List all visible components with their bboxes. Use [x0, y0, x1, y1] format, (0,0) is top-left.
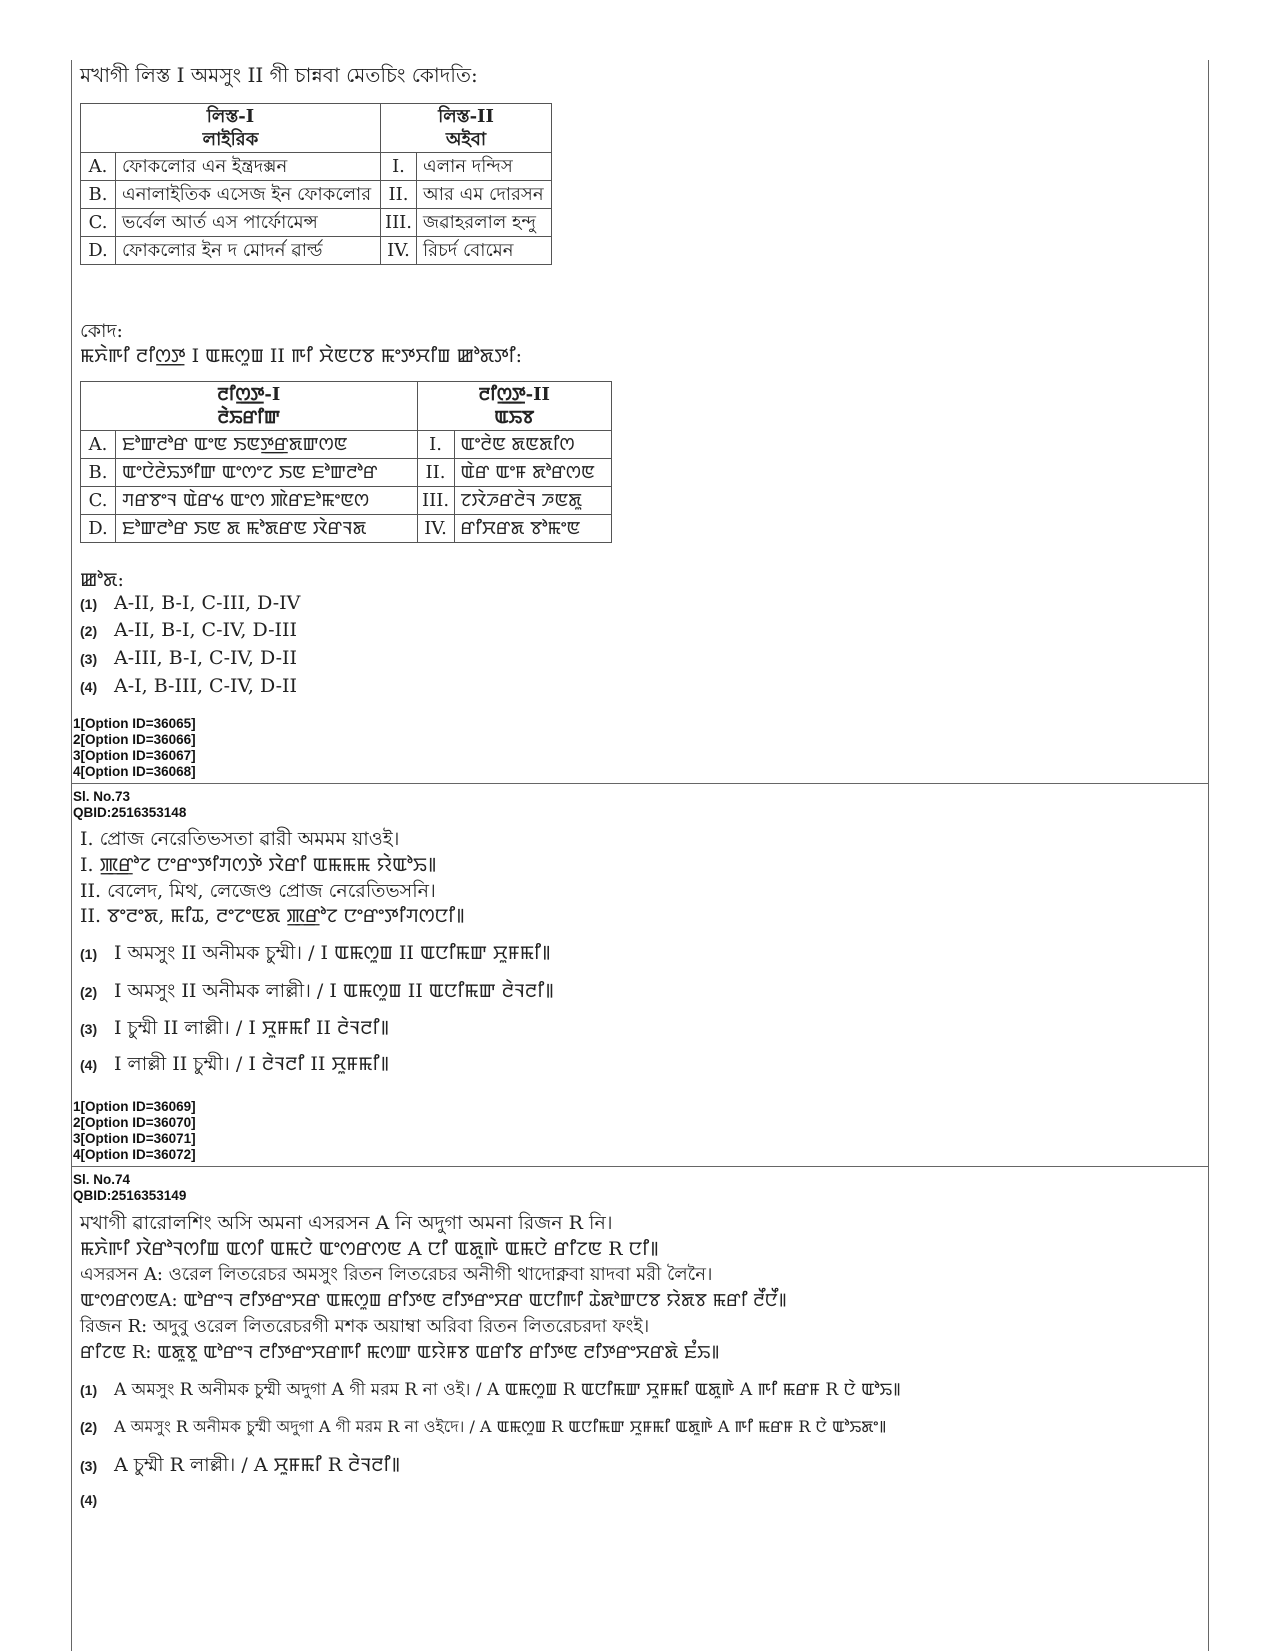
- question-divider: [71, 783, 1208, 784]
- row-value: এনালাইতিক এসেজ ইন ফোকলোর: [116, 181, 381, 209]
- head-left-sub: ꯂꯥꯢꯔꯤꯛ: [217, 407, 280, 428]
- row-value: ফোকলোর ইন দ মোদর্ন ৱার্ল্ড: [116, 237, 381, 265]
- q74-option-3[interactable]: [80, 1452, 400, 1479]
- table-row: [81, 487, 612, 515]
- row-key: D.: [81, 237, 116, 265]
- q73-option-id-4: 4[Option ID=36072]: [73, 1147, 196, 1162]
- table-row: [81, 459, 612, 487]
- table-row: [81, 237, 552, 265]
- option-text: I অমসুং II অনীমক লাল্লী। / I ꯑꯃꯁꯨꯡ II ꯑꯅꯤꯃꯛ ꯂꯥꯜꯂꯤ꯫: [114, 980, 554, 1002]
- q73-option-4[interactable]: [80, 1051, 389, 1078]
- row-right-value: ꯖꯋꯥꯍꯔꯂꯥꯜ ꯍꯟꯗꯨ: [454, 487, 611, 515]
- q72-option-4[interactable]: [80, 673, 297, 700]
- option-number: (2): [80, 984, 98, 1000]
- q73-line-1: I. প্রোজ নেরেতিভসতা ৱারী অমমম য়াওই।: [80, 828, 400, 850]
- q74-line-2: ꯃꯈꯥꯒꯤ ꯋꯥꯔꯣꯜꯁꯤꯡ ꯑꯁꯤ ꯑꯃꯅꯥ ꯑꯦꯁꯔꯁꯟ A ꯅꯤ ꯑꯗꯨꯒꯥ ꯑꯃꯅꯥ ꯔꯤꯖꯟ R ꯅꯤ꯫: [80, 1238, 659, 1260]
- option-number: (4): [80, 1492, 98, 1508]
- q74-line-5: রিজন R: অদুবু ওরেল লিতরেচরগী মশক অয়াম্বা অরিবা রিতন লিতরেচরদা ফংই।: [80, 1316, 650, 1337]
- row-right-key: I.: [380, 153, 416, 181]
- row-value: ভর্বেল আর্ত এস পার্ফোমেন্স: [116, 209, 381, 237]
- question-divider: [71, 1166, 1208, 1167]
- row-value: ফোকলোর এন ইন্ত্রদক্সন: [116, 153, 381, 181]
- head-right-title: ꯂꯤꯁ꯭ꯇ-II: [478, 384, 550, 405]
- q72-option-id-2: 2[Option ID=36066]: [73, 732, 196, 747]
- q72-question-bn: মখাগী লিস্ত I অমসুং II গী চান্নবা মেতচিং কোদতি:: [80, 63, 478, 87]
- head-right-sub: অইবা: [445, 129, 487, 150]
- q73-option-id-1: 1[Option ID=36069]: [73, 1099, 196, 1114]
- head-left-sub: লাইরিক: [202, 129, 259, 150]
- row-right-key: II.: [417, 459, 454, 487]
- q74-option-4[interactable]: [80, 1486, 114, 1513]
- q73-line-3: II. বেলেদ, মিথ, লেজেণ্ড প্রোজ নেরেতিভসনি।: [80, 880, 436, 902]
- head-right-title: লিস্ত-II: [438, 106, 494, 127]
- option-text: I চুম্মী II লাল্লী। / I ꯆꯨꯝꯃꯤ II ꯂꯥꯜꯂꯤ꯫: [114, 1017, 390, 1039]
- row-right-key: IV.: [417, 515, 454, 543]
- row-right-value: এলান দন্দিস: [417, 153, 552, 181]
- row-right-value: আর এম দোরসন: [417, 181, 552, 209]
- q72-option-3[interactable]: [80, 645, 297, 672]
- table-head-right: [417, 382, 611, 431]
- q73-sl-no: Sl. No.73: [73, 789, 131, 804]
- q73-line-4: II. ꯕꯦꯂꯦꯗ, ꯃꯤꯊ, ꯂꯦꯖꯦꯟꯗ ꯄ꯭ꯔꯣꯖ ꯅꯦꯔꯦꯇꯤꯚꯁꯅꯤ꯫: [80, 905, 465, 927]
- table-row: [81, 209, 552, 237]
- q72-match-table-mm: [80, 381, 612, 543]
- option-text: A-II, B-I, C-III, D-IV: [114, 592, 301, 614]
- row-right-key: IV.: [380, 237, 416, 265]
- q73-option-2[interactable]: [80, 978, 554, 1005]
- table-row: [81, 431, 612, 459]
- option-text: I লাল্লী II চুম্মী। / I ꯂꯥꯜꯂꯤ II ꯆꯨꯝꯃꯤ꯫: [114, 1053, 390, 1075]
- table-head-right: [380, 104, 551, 153]
- option-text: A অমসুং R অনীমক চুম্মী অদুগা A গী মরম R না ওইদে। / A ꯑꯃꯁꯨꯡ R ꯑꯅꯤꯃꯛ ꯆꯨꯝꯃꯤ ꯑꯗꯨꯒꯥ A ꯒꯤ ꯃꯔꯝ R ꯅꯥ ꯑꯣꯢꯗꯦ꯫: [114, 1417, 887, 1436]
- head-left-title: ꯂꯤꯁ꯭ꯇ-I: [217, 384, 281, 405]
- q72-code-bn: কোদ:: [80, 320, 123, 342]
- q72-option-id-3: 3[Option ID=36067]: [73, 748, 196, 763]
- option-number: (3): [80, 1021, 98, 1037]
- q73-qbid: QBID:2516353148: [73, 805, 187, 820]
- q74-line-6: ꯔꯤꯖꯟ R: ꯑꯗꯨꯕꯨ ꯑꯣꯔꯦꯜ ꯂꯤꯇꯔꯦꯆꯔꯒꯤ ꯃꯁꯛ ꯑꯌꯥꯝꯕ ꯑꯔꯤꯕ ꯔꯤꯇꯟ ꯂꯤꯇꯔꯦꯆꯔꯗꯥ ꯐꯪꯢ꯫: [80, 1342, 720, 1363]
- option-text: A অমসুং R অনীমক চুম্মী অদুগা A গী মরম R না ওই। / A ꯑꯃꯁꯨꯡ R ꯑꯅꯤꯃꯛ ꯆꯨꯝꯃꯤ ꯑꯗꯨꯒꯥ A ꯒꯤ ꯃꯔꯝ R ꯅꯥ ꯑꯣꯢ꯫: [114, 1380, 901, 1400]
- option-number: (3): [80, 651, 98, 667]
- row-value: ꯑꯦꯅꯥꯂꯥꯢꯇꯤꯛ ꯑꯦꯁꯦꯖ ꯏꯟ ꯐꯣꯛꯂꯣꯔ: [116, 459, 418, 487]
- row-right-value: ꯑꯥꯔ ꯑꯦꯝ ꯗꯣꯔꯁꯟ: [454, 459, 611, 487]
- row-key: D.: [81, 515, 116, 543]
- table-head-left: [81, 104, 381, 153]
- q73-option-id-2: 2[Option ID=36070]: [73, 1115, 196, 1130]
- option-text: I অমসুং II অনীমক চুম্মী। / I ꯑꯃꯁꯨꯡ II ꯑꯅꯤꯃꯛ ꯆꯨꯝꯃꯤ꯫: [114, 942, 551, 964]
- q74-qbid: QBID:2516353149: [73, 1188, 187, 1203]
- option-number: (4): [80, 679, 98, 695]
- row-right-value: ꯑꯦꯂꯥꯟ ꯗꯟꯗꯤꯁ: [454, 431, 611, 459]
- row-key: B.: [81, 181, 116, 209]
- table-head-left: [81, 382, 418, 431]
- table-row: [81, 153, 552, 181]
- q74-line-3: এসরসন A: ওরেল লিতরেচর অমসুং রিতন লিতরেচর অনীগী থাদোক্নবা য়াদবা মরী লৈনৈ।: [80, 1264, 713, 1285]
- table-row: [81, 181, 552, 209]
- option-text: A চুম্মী R লাল্লী। / A ꯆꯨꯝꯃꯤ R ꯂꯥꯜꯂꯤ꯫: [114, 1454, 401, 1476]
- option-number: (2): [80, 623, 98, 639]
- option-text: A-I, B-III, C-IV, D-II: [114, 675, 298, 697]
- row-right-key: I.: [417, 431, 454, 459]
- q73-option-1[interactable]: [80, 940, 551, 967]
- q72-code-mm: ꯀꯣꯗ:: [80, 569, 124, 591]
- row-key: B.: [81, 459, 116, 487]
- row-right-key: III.: [417, 487, 454, 515]
- q74-sl-no: Sl. No.74: [73, 1172, 131, 1187]
- q74-line-1: মখাগী ৱারোলশিং অসি অমনা এসরসন A নি অদুগা অমনা রিজন R নি।: [80, 1212, 613, 1234]
- q72-option-2[interactable]: [80, 617, 297, 644]
- row-key: C.: [81, 487, 116, 515]
- option-number: (2): [80, 1419, 98, 1435]
- option-number: (4): [80, 1057, 98, 1073]
- option-text: A-III, B-I, C-IV, D-II: [114, 647, 298, 669]
- q74-option-1[interactable]: [80, 1377, 901, 1403]
- q72-option-1[interactable]: [80, 590, 300, 617]
- head-right-sub: ꯑꯢꯕ: [494, 407, 535, 428]
- row-right-value: জৱাহরলাল হন্দু: [417, 209, 552, 237]
- q73-option-3[interactable]: [80, 1015, 389, 1042]
- option-number: (1): [80, 946, 98, 962]
- row-right-key: II.: [380, 181, 416, 209]
- row-value: ꯐꯣꯛꯂꯣꯔ ꯑꯦꯟ ꯏꯟꯇ꯭ꯔꯗꯛꯁꯟ: [116, 431, 418, 459]
- q72-option-id-1: 1[Option ID=36065]: [73, 716, 196, 731]
- q73-option-id-3: 3[Option ID=36071]: [73, 1131, 196, 1146]
- q72-match-table-bn: [80, 103, 552, 265]
- row-key: A.: [81, 153, 116, 181]
- q74-option-2[interactable]: [80, 1414, 886, 1440]
- option-text: A-II, B-I, C-IV, D-III: [114, 619, 298, 641]
- row-right-value: রিচর্দ বোমেন: [417, 237, 552, 265]
- row-key: A.: [81, 431, 116, 459]
- q73-line-2: I. ꯄ꯭ꯔꯣꯖ ꯅꯦꯔꯦꯇꯤꯚꯁꯇꯥ ꯋꯥꯔꯤ ꯑꯃꯃꯃ ꯌꯥꯑꯣꯢ꯫: [80, 854, 437, 876]
- row-key: C.: [81, 209, 116, 237]
- option-number: (1): [80, 596, 98, 612]
- row-right-key: III.: [380, 209, 416, 237]
- q72-option-id-4: 4[Option ID=36068]: [73, 764, 196, 779]
- head-left-title: লিস্ত-I: [206, 106, 255, 127]
- row-right-value: ꯔꯤꯆꯔꯗ ꯕꯣꯃꯦꯟ: [454, 515, 611, 543]
- q72-question-mm: ꯃꯈꯥꯒꯤ ꯂꯤꯁ꯭ꯇ I ꯑꯃꯁꯨꯡ II ꯒꯤ ꯆꯥꯟꯅꯕ ꯃꯦꯇꯆꯤꯡ ꯀꯣꯗꯇꯤ:: [80, 345, 523, 367]
- q74-line-4: ꯑꯦꯁꯔꯁꯟA: ꯑꯣꯔꯦꯜ ꯂꯤꯇꯔꯦꯆꯔ ꯑꯃꯁꯨꯡ ꯔꯤꯇꯟ ꯂꯤꯇꯔꯦꯆꯔ ꯑꯅꯤꯒꯤ ꯊꯥꯗꯣꯛꯅꯕ ꯌꯥꯗꯕ ꯃꯔꯤ ꯂꯩꯅꯩ꯫: [80, 1290, 787, 1311]
- option-number: (1): [80, 1382, 98, 1398]
- row-value: ꯚꯔꯕꯦꯜ ꯑꯥꯔꯠ ꯑꯦꯁ ꯄꯥꯔꯐꯣꯃꯦꯟꯁ: [116, 487, 418, 515]
- option-number: (3): [80, 1458, 98, 1474]
- table-row: [81, 515, 612, 543]
- row-value: ꯐꯣꯛꯂꯣꯔ ꯏꯟ ꯗ ꯃꯣꯗꯔꯟ ꯋꯥꯔꯜꯗ: [116, 515, 418, 543]
